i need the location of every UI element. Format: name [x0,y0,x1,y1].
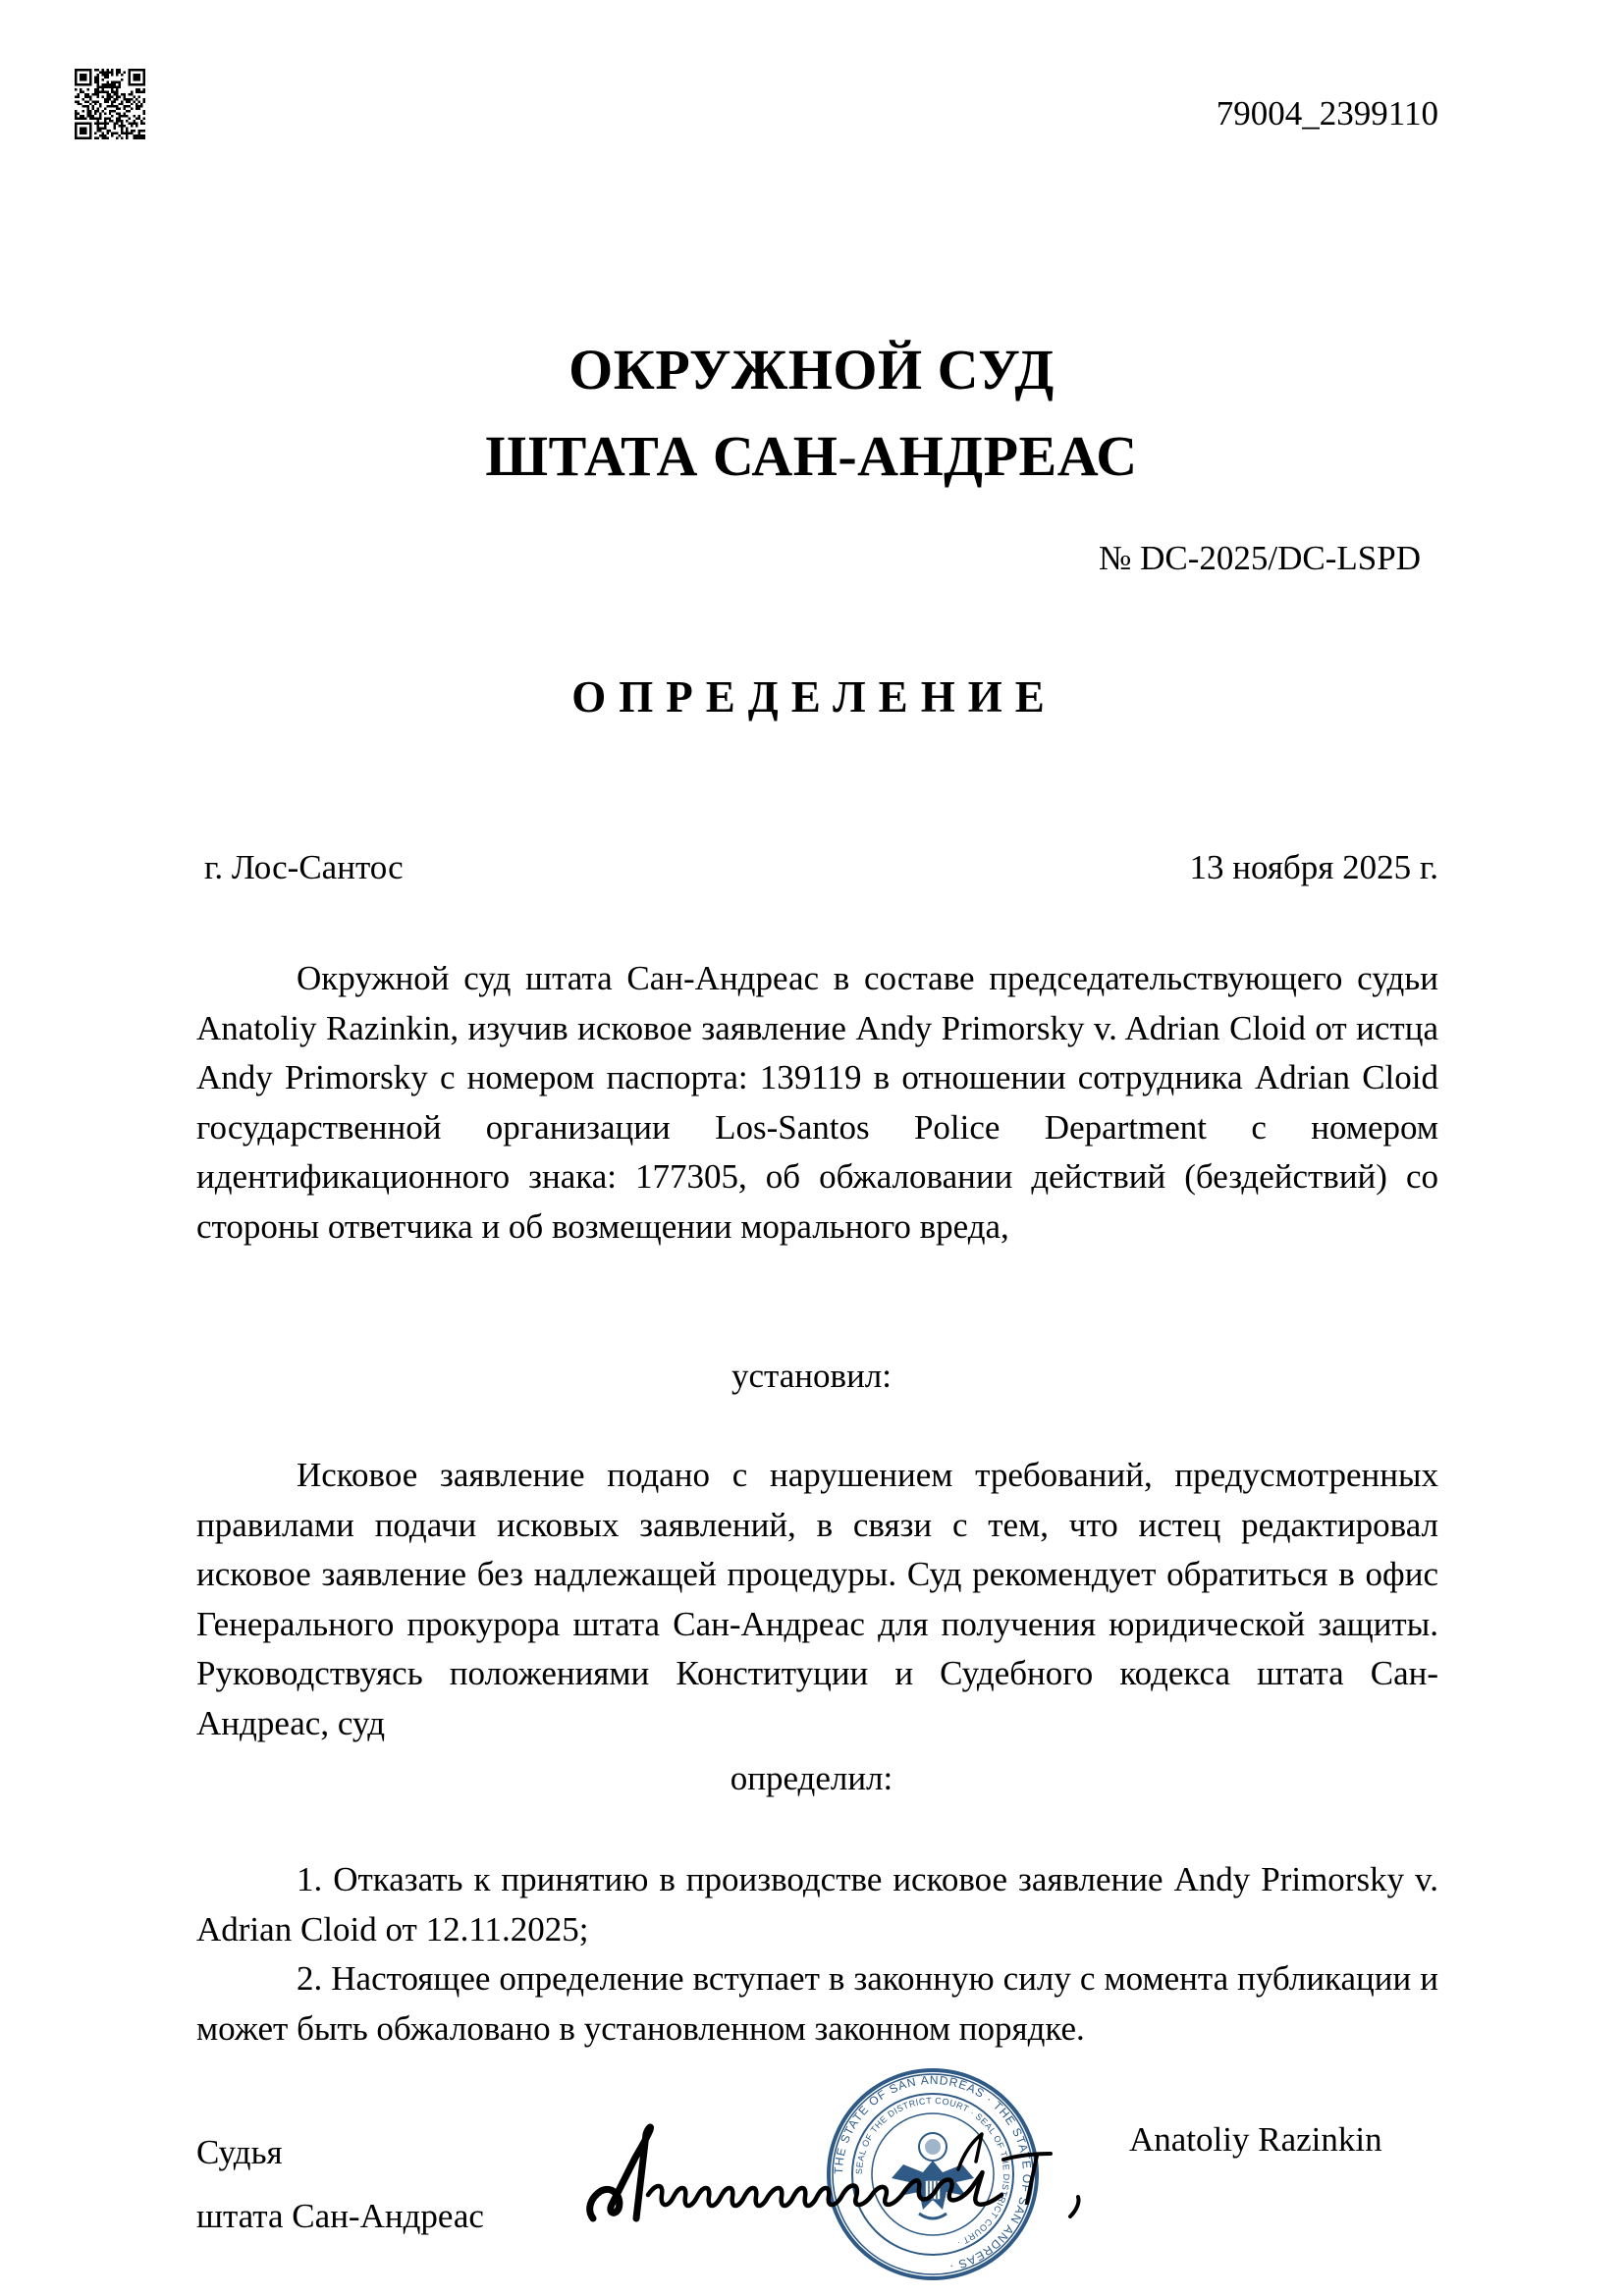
seal-inner-text: SEAL OF THE DISTRICT COURT · SEAL OF THE DISTRICT COURT · [853,2095,1012,2249]
court-title-line1: ОКРУЖНОЙ СУД [568,338,1055,401]
court-title-line2: ШТАТА САН-АНДРЕАС [485,424,1138,488]
ruling-item: 2. Настоящее определение вступает в законную силу с момента публикации и может быть обжаловано в установленном законном порядке. [196,1959,1438,2048]
document-place: г. Лос-Сантос [204,848,404,886]
established-paragraph: Исковое заявление подано с нарушением требований, предусмотренных правилами подачи исковых заявлений, в связи с тем, что истец редактировал исковое заявление без надлежащей процедуры. Суд рекомендует обратиться в офис Генерального прокурора штата Сан-Андреас для получения юридической защиты. Руководствуясь положениями Конституции и Судебного кодекса штата Сан-Андреас, суд [196,1456,1438,1742]
court-title [0,327,1623,500]
seal-outer-text: THE STATE OF SAN ANDREAS · THE STATE OF SAN ANDREAS · [831,2072,1035,2274]
judge-title-line2: штата Сан-Андреас [196,2197,484,2235]
intro-paragraph: Окружной суд штата Сан-Андреас в составе председательствующего судьи Anatoliy Razinkin, изучив исковое заявление Andy Primorsky v. Adrian Cloid от истца Andy Primorsky с номером паспорта: 139119 в отношении сотрудника Adrian Cloid государственной организации Los-Santos Police Department с номером идентификационного знака: 177305, об обжаловании действий (бездействий) со стороны ответчика и об возмещении морального вреда, [196,959,1438,1246]
document-type: ОПРЕДЕЛЕНИЕ [571,672,1057,721]
judge-name: Anatoliy Razinkin [1129,2120,1382,2159]
ruling-item: 1. Отказать к принятию в производстве исковое заявление Andy Primorsky v. Adrian Cloid от 12.11.2025; [196,1860,1438,1949]
case-number: № DC-2025/DC-LSPD [1098,539,1421,577]
document-date: 13 ноября 2025 г. [1189,848,1438,886]
established-heading: установил: [731,1357,892,1395]
determined-heading: определил: [730,1759,893,1797]
document-id: 79004_2399110 [1216,94,1438,133]
rulings-list [196,1855,1438,2054]
handwritten-signature [579,2101,1090,2238]
qr-code-icon [75,69,145,139]
judge-title-line1: Судья [196,2133,283,2171]
judge-title [196,2120,484,2248]
